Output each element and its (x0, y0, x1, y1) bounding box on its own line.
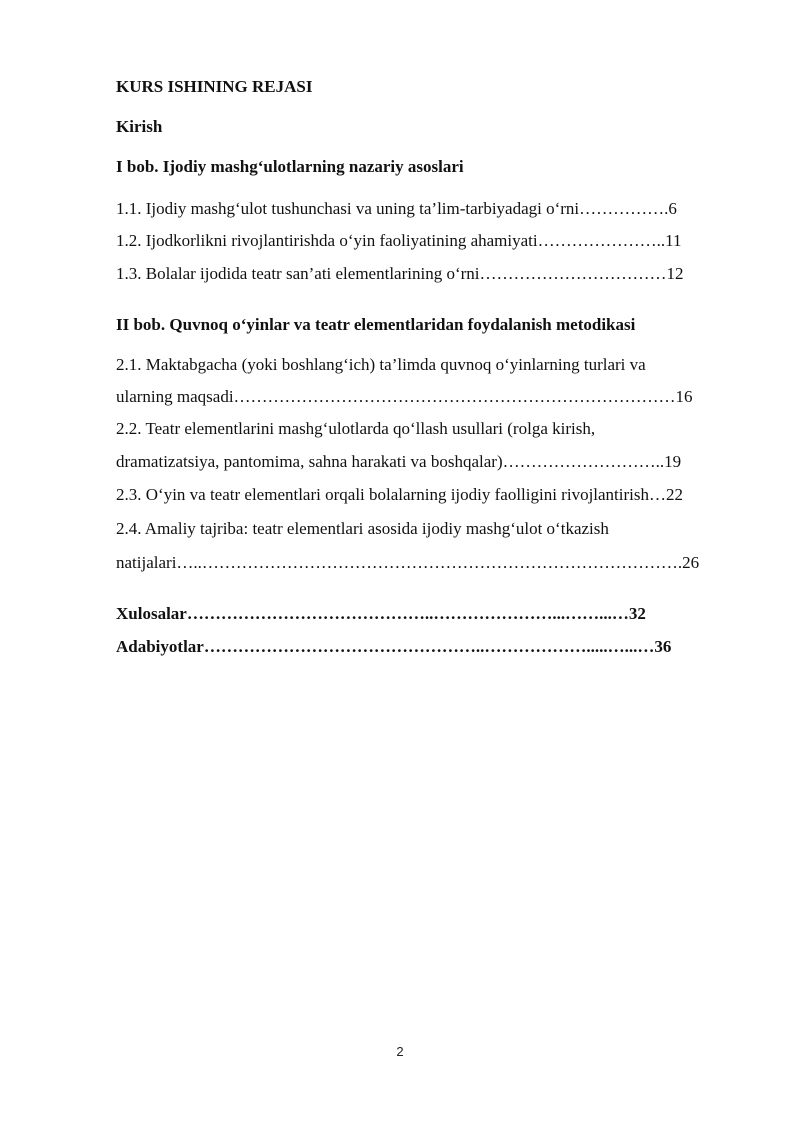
intro-entry: Kirish (116, 117, 163, 136)
toc-entry-1-1: 1.1. Ijodiy mashg‘ulot tushunchasi va uning ta’lim-tarbiyadagi o‘rni…………….6 (116, 199, 677, 218)
chapter1-heading: I bob. Ijodiy mashg‘ulotlarning nazariy asoslari (116, 157, 464, 176)
toc-entry-2-1-line2: ularning maqsadi……………………………………………………………………16 (116, 387, 693, 406)
document-title: KURS ISHINING REJASI (116, 77, 313, 96)
conclusion-entry: Xulosalar……………………………………..…………………...……...…32 (116, 604, 646, 623)
chapter2-heading: II bob. Quvnoq o‘yinlar va teatr elementlaridan foydalanish metodikasi (116, 315, 636, 334)
toc-entry-2-2-line1: 2.2. Teatr elementlarini mashg‘ulotlarda qo‘llash usullari (rolga kirish, (116, 419, 596, 438)
toc-entry-1-3: 1.3. Bolalar ijodida teatr san’ati elementlarining o‘rni……………………………12 (116, 264, 684, 283)
toc-entry-2-1-line1: 2.1. Maktabgacha (yoki boshlang‘ich) ta’limda quvnoq o‘yinlarning turlari va (116, 355, 646, 374)
page-number: 2 (396, 1044, 404, 1059)
toc-entry-2-3: 2.3. O‘yin va teatr elementlari orqali bolalarning ijodiy faolligini rivojlantirish…22 (116, 485, 684, 504)
toc-entry-2-2-line2: dramatizatsiya, pantomima, sahna harakati va boshqalar)………………………..19 (116, 452, 682, 471)
toc-entry-1-2: 1.2. Ijodkorlikni rivojlantirishda o‘yin faoliyatining ahamiyati…………………..11 (116, 231, 682, 250)
toc-entry-2-4-line1: 2.4. Amaliy tajriba: teatr elementlari asosida ijodiy mashg‘ulot o‘tkazish (116, 519, 609, 538)
toc-entry-2-4-line2: natijalari…..………………………………………………………………………….26 (116, 553, 700, 572)
references-entry: Adabiyotlar…………………………………………..……………….....…...…36 (116, 637, 672, 656)
